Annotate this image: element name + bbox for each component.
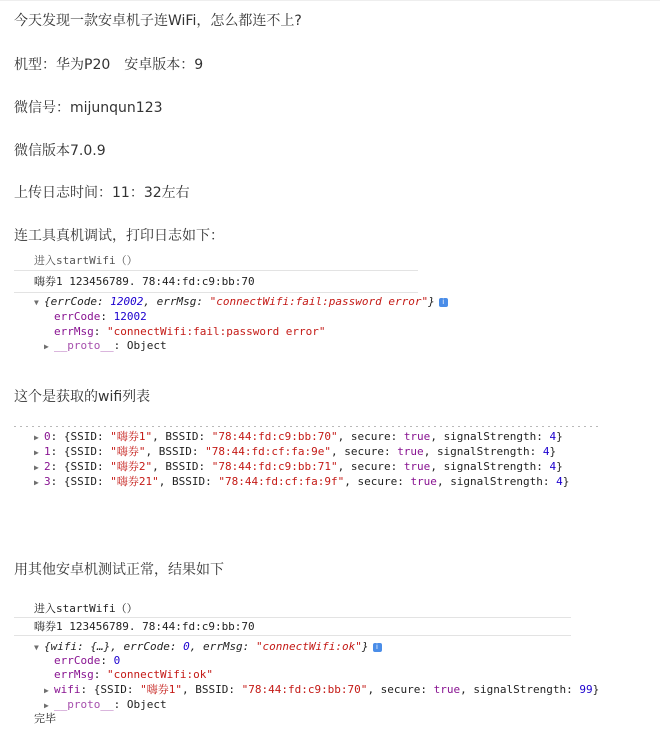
log2-line-ssid: 嗨券1 123456789. 78:44:fd:c9:bb:70 bbox=[34, 620, 255, 633]
log1-line-ssid: 嗨券1 123456789. 78:44:fd:c9:bb:70 bbox=[34, 275, 255, 288]
paragraph-model: 机型：华为P20 安卓版本：9 bbox=[14, 57, 204, 73]
log1-errcode-row: errCode: 12002 bbox=[54, 310, 147, 323]
wifi-list-item[interactable]: ▶ 2: {SSID: "嗨券2", BSSID: "78:44:fd:c9:bb:71", secure: true, signalStrength: 4} bbox=[34, 460, 563, 473]
log1-proto-row[interactable]: ▶ __proto__: Object bbox=[44, 339, 167, 352]
paragraph-intro: 今天发现一款安卓机子连WiFi，怎么都连不上? bbox=[14, 13, 302, 29]
expand-right-icon[interactable]: ▶ bbox=[34, 463, 39, 472]
log-screenshot-2 bbox=[14, 598, 600, 725]
log2-enter-line: 进入startWifi（） bbox=[34, 602, 138, 615]
log-screenshot-1 bbox=[14, 254, 445, 354]
wifi-list-clipped-edge bbox=[14, 426, 600, 427]
log1-errmsg-row: errMsg: "connectWifi:fail:password error" bbox=[54, 325, 326, 338]
log-screenshot-wifi-list bbox=[14, 423, 600, 488]
info-icon: i bbox=[373, 643, 382, 652]
top-divider bbox=[0, 0, 660, 1]
log1-separator bbox=[14, 292, 418, 293]
paragraph-log-time: 上传日志时间：11：32左右 bbox=[14, 185, 190, 201]
log2-separator bbox=[14, 635, 571, 636]
log1-object-head[interactable]: ▼ {errCode: 12002, errMsg: "connectWifi:fail:password error"} i bbox=[34, 294, 418, 309]
expand-down-icon[interactable]: ▼ bbox=[34, 298, 39, 307]
expand-down-icon[interactable]: ▼ bbox=[34, 643, 39, 652]
paragraph-wechat-version: 微信版本7.0.9 bbox=[14, 143, 106, 159]
log2-clipped-line: 完毕 bbox=[34, 712, 56, 725]
log1-clipped-line: 进入startWifi（） bbox=[34, 254, 138, 267]
wifi-list-item[interactable]: ▶ 0: {SSID: "嗨券1", BSSID: "78:44:fd:c9:bb:70", secure: true, signalStrength: 4} bbox=[34, 430, 563, 443]
log2-object-head[interactable]: ▼ {wifi: {…}, errCode: 0, errMsg: "connectWifi:ok"} i bbox=[34, 639, 571, 654]
log2-errmsg-row: errMsg: "connectWifi:ok" bbox=[54, 668, 213, 681]
log1-separator bbox=[14, 270, 418, 271]
paragraph-other-device: 用其他安卓机测试正常，结果如下 bbox=[14, 562, 224, 578]
info-icon: i bbox=[439, 298, 448, 307]
paragraph-wifi-list: 这个是获取的wifi列表 bbox=[14, 389, 151, 405]
expand-right-icon[interactable]: ▶ bbox=[44, 686, 49, 695]
log2-proto-row[interactable]: ▶ __proto__: Object bbox=[44, 698, 167, 711]
expand-right-icon[interactable]: ▶ bbox=[44, 701, 49, 710]
expand-right-icon[interactable]: ▶ bbox=[34, 448, 39, 457]
expand-right-icon[interactable]: ▶ bbox=[44, 342, 49, 351]
wifi-list-item[interactable]: ▶ 1: {SSID: "嗨券", BSSID: "78:44:fd:cf:fa:9e", secure: true, signalStrength: 4} bbox=[34, 445, 557, 458]
expand-right-icon[interactable]: ▶ bbox=[34, 478, 39, 487]
log2-errcode-row: errCode: 0 bbox=[54, 654, 121, 667]
log2-wifi-row[interactable]: ▶ wifi: {SSID: "嗨券1", BSSID: "78:44:fd:c9:bb:70", secure: true, signalStrength: 99} bbox=[44, 683, 600, 696]
paragraph-wechat-id: 微信号：mijunqun123 bbox=[14, 100, 163, 116]
expand-right-icon[interactable]: ▶ bbox=[34, 433, 39, 442]
wifi-list-item[interactable]: ▶ 3: {SSID: "嗨券21", BSSID: "78:44:fd:cf:fa:9f", secure: true, signalStrength: 4} bbox=[34, 475, 570, 488]
log2-separator bbox=[14, 617, 571, 618]
paragraph-debug-intro: 连工具真机调试，打印日志如下： bbox=[14, 228, 224, 244]
